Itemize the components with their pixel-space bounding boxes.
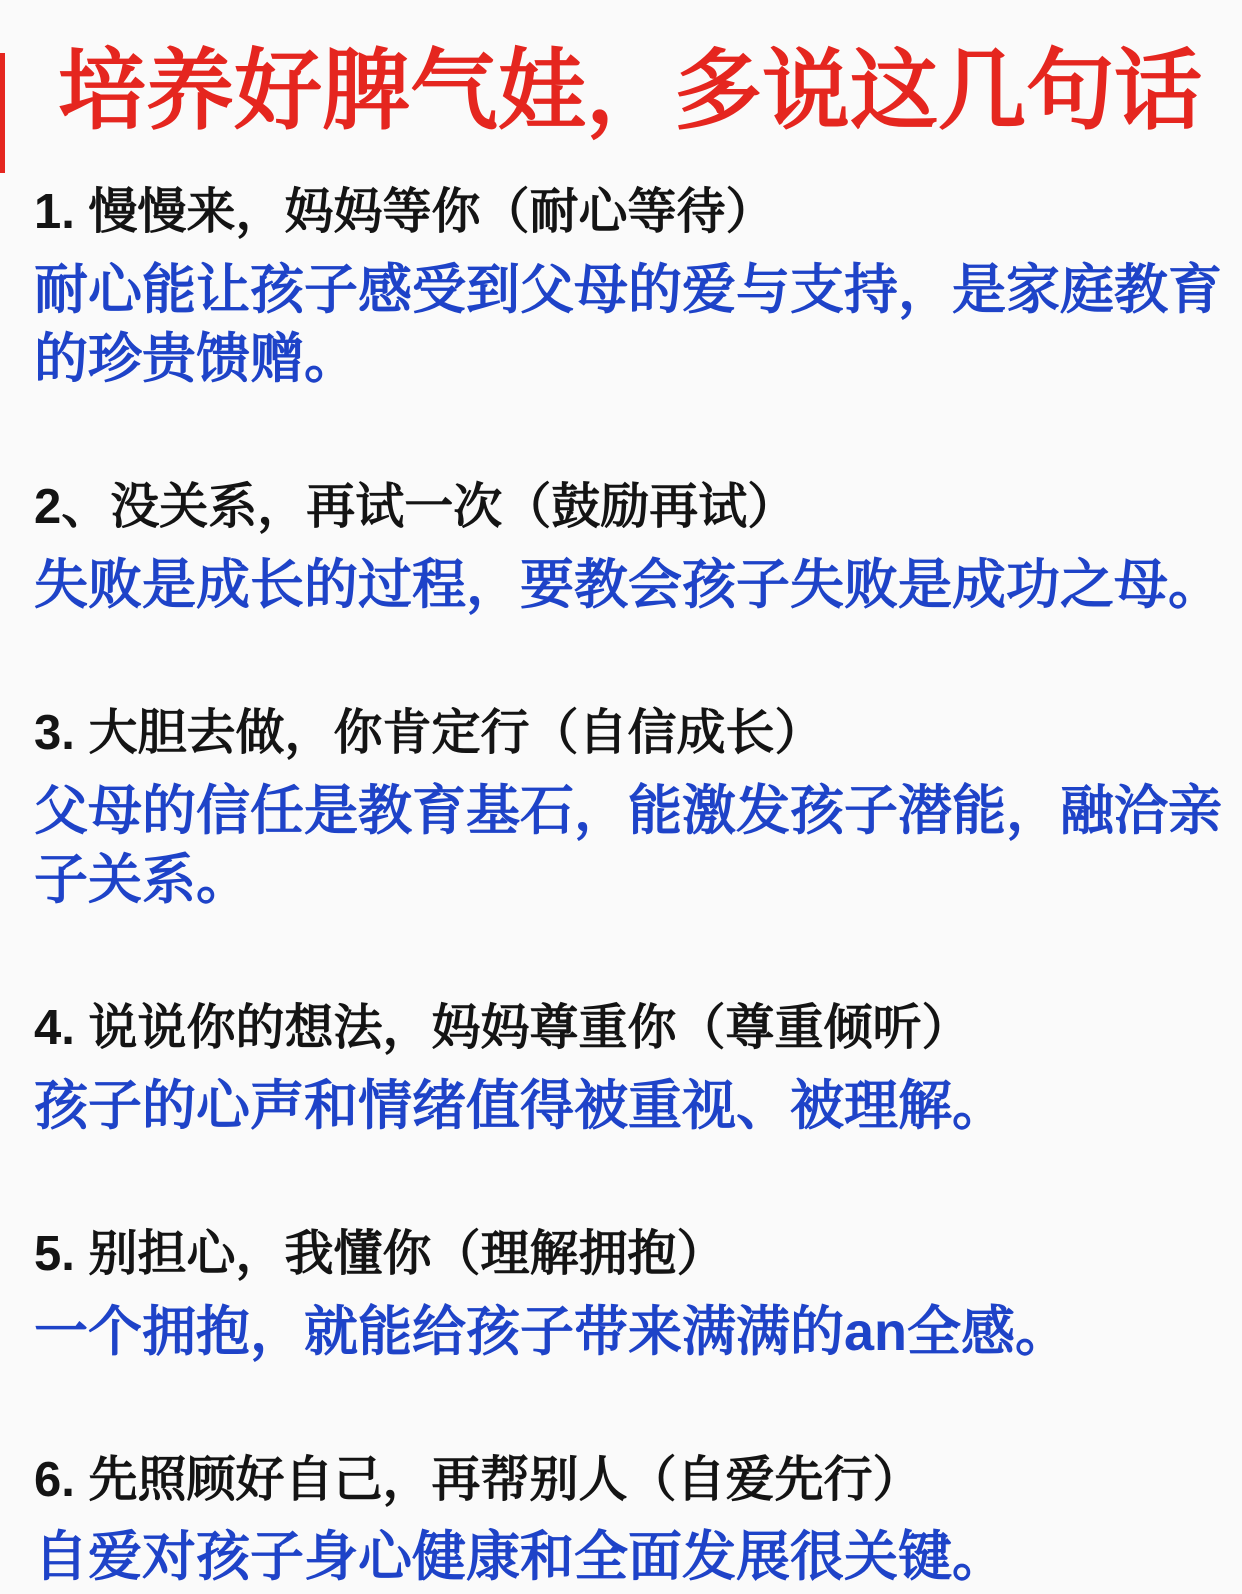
tip-item-4 — [34, 1001, 1226, 1141]
tip-item-5 — [34, 1227, 1226, 1367]
tip-item-1 — [34, 185, 1226, 394]
tip-heading: 3. 大胆去做，你肯定行（自信成长） — [34, 705, 824, 760]
tip-heading: 1. 慢慢来，妈妈等你（耐心等待） — [34, 185, 775, 240]
tip-body: 孩子的心声和情绪值得被重视、被理解。 — [34, 1075, 1006, 1136]
tip-body: 耐心能让孩子感受到父母的爱与支持，是家庭教育的珍贵馈赠。 — [34, 260, 1222, 390]
tip-heading: 4. 说说你的想法，妈妈尊重你（尊重倾听） — [34, 1000, 971, 1055]
tip-body: 自爱对孩子身心健康和全面发展很关键。 — [34, 1527, 1006, 1588]
tip-item-3 — [34, 706, 1226, 915]
tip-item-6 — [34, 1453, 1226, 1593]
page-title: 培养好脾气娃，多说这几句话 — [57, 41, 1202, 140]
tip-heading: 5. 别担心，我懂你（理解拥抱） — [34, 1226, 726, 1281]
tip-item-2 — [34, 480, 1226, 620]
left-edge-red-artifact — [0, 53, 5, 173]
tip-heading: 2、没关系，再试一次（鼓励再试） — [34, 480, 797, 535]
tip-body: 一个拥抱，就能给孩子带来满满的an全感。 — [34, 1301, 1070, 1362]
tip-body: 父母的信任是教育基石，能激发孩子潜能，融洽亲子关系。 — [34, 780, 1222, 910]
tip-body: 失败是成长的过程，要教会孩子失败是成功之母。 — [34, 554, 1222, 615]
tip-heading: 6. 先照顾好自己，再帮别人（自爱先行） — [34, 1452, 922, 1507]
